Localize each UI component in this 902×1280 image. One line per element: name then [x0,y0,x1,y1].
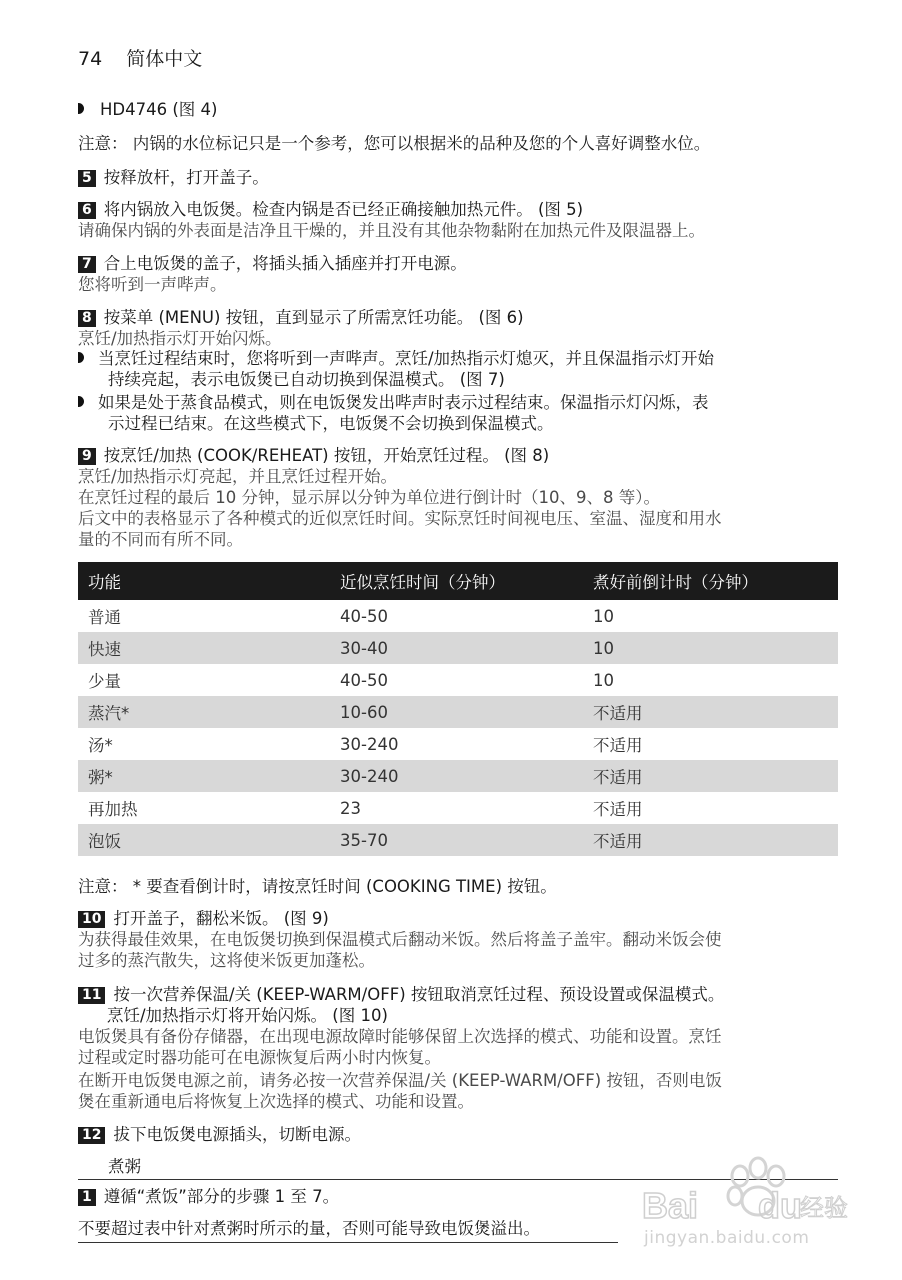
table-cell: 不适用 [583,696,838,728]
step-9-line3: 后文中的表格显示了各种模式的近似烹饪时间。实际烹饪时间视电压、室温、湿度和用水 [78,509,722,528]
bullet-icon [78,103,84,114]
svg-text:Bai: Bai [642,1185,699,1226]
step-11-line3: 在断开电饭煲电源之前，请务必按一次营养保温/关 (KEEP-WARM/OFF) 按钮，否则电饭 [78,1071,722,1090]
table-cell: 35-70 [330,824,583,856]
congee-warning: 不要超过表中针对煮粥时所示的量，否则可能导致电饭煲溢出。 [78,1219,540,1238]
step-number: 12 [78,1127,105,1144]
table-cell: 30-240 [340,734,399,754]
table-header-row [78,562,838,600]
step-number: 1 [78,1189,96,1206]
bullet-text-cont: 示过程已结束。在这些模式下，电饭煲不会切换到保温模式。 [108,414,554,433]
table-cell: 10 [583,632,838,664]
step-text: 拔下电饭煲电源插头，切断电源。 [113,1125,361,1144]
step-text: 按一次营养保温/关 (KEEP-WARM/OFF) 按钮取消烹饪过程、预设设置或保温模式。 [113,985,725,1004]
step-number: 9 [78,448,96,465]
step-6 [78,199,583,220]
page-number: 74 [78,48,103,70]
step-number: 8 [78,310,96,327]
step-10 [78,908,329,929]
step-8 [78,307,524,328]
step-7 [78,253,467,274]
congee-step-1 [78,1186,339,1207]
step-12 [78,1124,361,1145]
watermark-url: jingyan.baidu.com [644,1228,810,1248]
column-header: 煮好前倒计时（分钟） [583,562,838,600]
table-cell: 泡饭 [78,824,330,856]
table-cell: 40-50 [340,670,388,690]
step-11-line4: 煲在重新通电后将恢复上次选择的模式、功能和设置。 [78,1092,474,1111]
step-text: 按释放杆，打开盖子。 [103,168,269,187]
table-cell: 汤* [88,736,113,755]
bullet-icon [78,396,84,407]
column-header: 近似烹饪时间（分钟） [330,562,583,600]
table-row [78,792,838,824]
bullet-text: 如果是处于蒸食品模式，则在电饭煲发出哔声时表示过程结束。保温指示灯闪烁，表 [98,393,709,412]
warning-underline [78,1242,618,1243]
column-header: 功能 [78,562,330,600]
step-text: 按菜单 (MENU) 按钮，直到显示了所需烹饪功能。 (图 6) [103,308,524,327]
header-language: 简体中文 [126,48,203,70]
step-text: 按烹饪/加热 (COOK/REHEAT) 按钮，开始烹饪过程。 (图 8) [103,446,550,465]
step-9 [78,445,549,466]
table-cell: 40-50 [340,606,388,626]
table-cell: 10-60 [330,696,583,728]
note-water-level: 注意： 内锅的水位标记只是一个参考，您可以根据米的品种及您的个人喜好调整水位。 [78,134,711,153]
bullet-text: 当烹饪过程结束时，您将听到一声哔声。烹饪/加热指示灯熄灭，并且保温指示灯开始 [98,349,715,368]
step-11-line2: 过程或定时器功能可在电源恢复后两小时内恢复。 [78,1048,441,1067]
bullet-item [78,348,714,369]
step-8-detail: 烹饪/加热指示灯开始闪烁。 [78,329,282,348]
step-7-detail: 您将听到一声哔声。 [78,275,227,294]
step-text: 合上电饭煲的盖子，将插头插入插座并打开电源。 [103,254,467,273]
step-text: 将内锅放入电饭煲。检查内锅是否已经正确接触加热元件。 (图 5) [103,200,584,219]
table-cell: 普通 [88,608,121,627]
step-9-line1: 烹饪/加热指示灯亮起，并且烹饪过程开始。 [78,467,398,486]
table-cell: 10 [593,670,614,690]
table-row [78,664,838,696]
step-text: 打开盖子，翻松米饭。 (图 9) [113,909,329,928]
bullet-item [78,392,709,413]
svg-text:du: du [758,1185,802,1226]
step-number: 10 [78,911,105,928]
step-9-line2: 在烹饪过程的最后 10 分钟，显示屏以分钟为单位进行倒计时（10、9、8 等）。 [78,488,660,507]
table-cell: 不适用 [593,800,643,819]
bullet-icon [78,352,84,363]
step-10-line1: 为获得最佳效果，在电饭煲切换到保温模式后翻动米饭。然后将盖子盖牢。翻动米饭会使 [78,930,722,949]
table-cell: 蒸汽* [78,696,330,728]
model-text: HD4746 (图 4) [100,100,218,119]
table-row [78,824,838,856]
table-row [78,632,838,664]
step-number: 6 [78,202,96,219]
step-9-line4: 量的不同而有所不同。 [78,530,243,549]
table-row [78,760,838,792]
model-line [78,99,217,120]
table-cell: 粥* [78,760,330,792]
table-cell: 再加热 [88,800,138,819]
table-cell: 23 [340,798,361,818]
step-number: 7 [78,256,96,273]
step-5 [78,167,269,188]
table-cell: 不适用 [583,824,838,856]
table-cell: 快速 [78,632,330,664]
table-cell: 30-40 [330,632,583,664]
table-cell: 不适用 [593,736,643,755]
note-countdown: 注意： * 要查看倒计时，请按烹饪时间 (COOKING TIME) 按钮。 [78,877,557,896]
table-cell: 少量 [88,672,121,691]
table-row [78,600,838,632]
step-number: 5 [78,170,96,187]
bullet-text-cont: 持续亮起，表示电饭煲已自动切换到保温模式。 (图 7) [108,370,505,389]
step-11-line1: 电饭煲具有备份存储器，在出现电源故障时能够保留上次选择的模式、功能和设置。烹饪 [78,1027,722,1046]
step-text: 遵循“煮饭”部分的步骤 1 至 7。 [103,1187,340,1206]
step-6-detail: 请确保内锅的外表面是洁净且干燥的，并且没有其他杂物黏附在加热元件及限温器上。 [78,221,705,240]
page-header [78,44,202,71]
step-number: 11 [78,987,105,1004]
table-row [78,728,838,760]
svg-text:经验: 经验 [800,1194,848,1222]
table-cell: 不适用 [583,760,838,792]
section-heading-congee: 煮粥 [108,1157,141,1176]
step-10-line2: 过多的蒸汽散失，这将使米饭更加蓬松。 [78,951,375,970]
table-cell: 10 [593,606,614,626]
table-cell: 30-240 [330,760,583,792]
table-row [78,696,838,728]
step-11 [78,984,724,1005]
baidu-watermark [640,1146,850,1256]
cooking-time-table [78,562,838,856]
step-11-indent: 烹饪/加热指示灯将开始闪烁。 (图 10) [107,1006,388,1025]
